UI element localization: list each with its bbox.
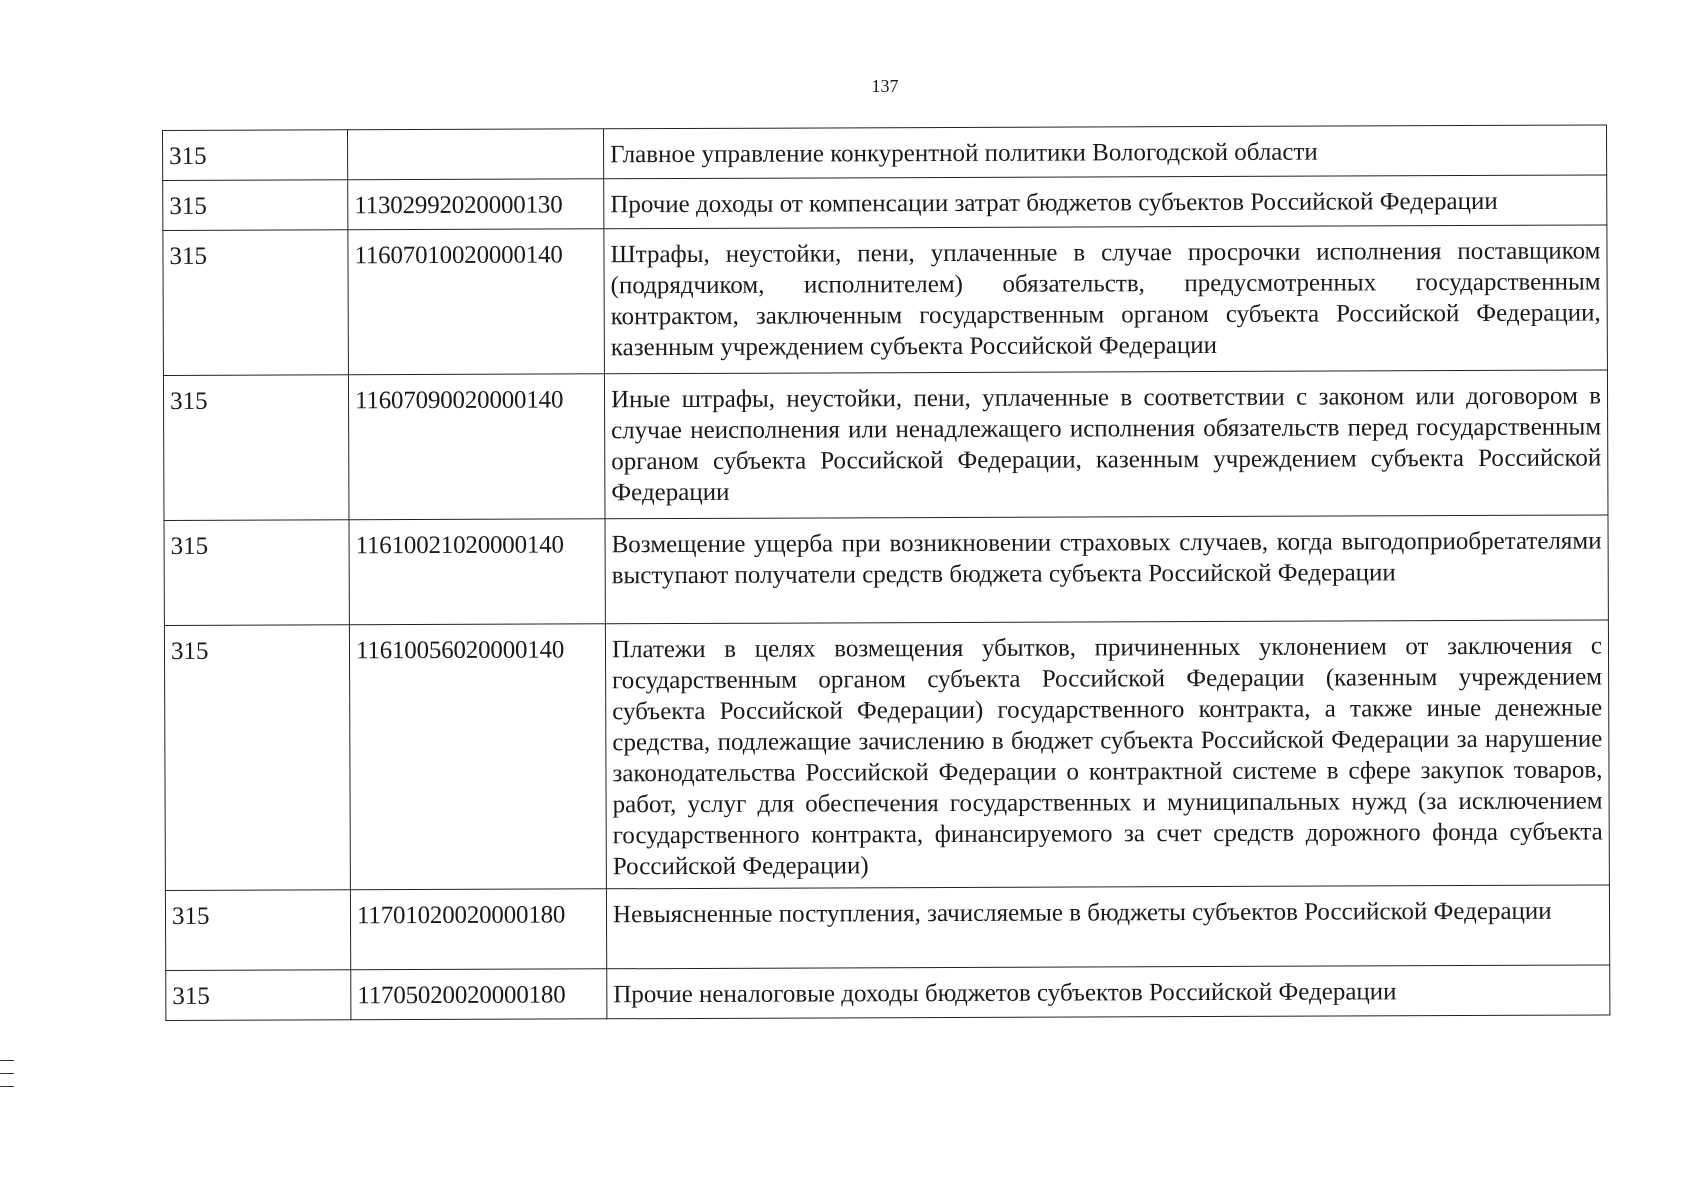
income-codes-table (162, 124, 1610, 1021)
description-cell: Невыясненные поступления, зачисляемые в бюджеты субъектов Российской Федерации (606, 885, 1609, 969)
margin-mark (0, 1086, 14, 1087)
description-cell: Штрафы, неустойки, пени, уплаченные в случае просрочки исполнения поставщиком (подрядчиком, исполнителем) обязательств, предусмотренных государственным контрактом, заключенным государственным органом субъекта Российской Федерации, казенным учреждением субъекта Российской Федерации (604, 225, 1608, 374)
description-cell: Платежи в целях возмещения убытков, причиненных уклонением от заключения с государственным органом субъекта Российской Федерации (казенным учреждением субъекта Российской Федерации) государственного контракта, а также иные денежные средства, подлежащие зачислению в бюджет субъекта Российской Федерации за нарушение законодательства Российской Федерации о контрактной системе в сфере закупок товаров, работ, услуг для обеспечения государственных и муниципальных нужд (за исключением государственного контракта, финансируемого за счет средств дорожного фонда субъекта Российской Федерации) (605, 620, 1609, 889)
description-cell: Прочие доходы от компенсации затрат бюджетов субъектов Российской Федерации (604, 175, 1607, 229)
page-number: 137 (871, 76, 899, 96)
admin-code-cell: 315 (164, 625, 350, 891)
income-code-cell: 11610056020000140 (349, 624, 606, 890)
income-code-cell: 11705020020000180 (351, 969, 607, 1020)
income-code-cell: 11610021020000140 (349, 519, 605, 625)
admin-code-cell: 315 (164, 520, 349, 626)
description-cell: Главное управление конкурентной политики Вологодской области (603, 125, 1606, 179)
admin-code-cell: 315 (165, 890, 350, 971)
admin-code-cell: 315 (163, 230, 349, 376)
table-row (166, 965, 1610, 1021)
income-code-cell: 11701020020000180 (350, 889, 606, 970)
table-row (163, 175, 1607, 231)
margin-mark (0, 1073, 14, 1074)
description-cell: Иные штрафы, неустойки, пени, уплаченные в соответствии с законом или договором в случае неисполнения или ненадлежащего исполнения обязательств перед государственным органом субъекта Российской Федерации, казенным учреждением субъекта Российской Федерации (604, 370, 1608, 519)
table-row (163, 370, 1608, 521)
table-row (164, 620, 1609, 891)
admin-code-cell: 315 (163, 130, 348, 181)
income-code-cell: 11607090020000140 (348, 374, 605, 520)
admin-code-cell: 315 (166, 970, 351, 1021)
income-code-cell (348, 129, 604, 180)
table-row (163, 225, 1608, 376)
income-code-cell: 11302992020000130 (348, 179, 604, 230)
admin-code-cell: 315 (163, 180, 348, 231)
admin-code-cell: 315 (163, 375, 349, 521)
table-row (163, 125, 1607, 181)
description-cell: Прочие неналоговые доходы бюджетов субъектов Российской Федерации (607, 965, 1610, 1019)
description-cell: Возмещение ущерба при возникновении страховых случаев, когда выгодоприобретателями выступают получатели средств бюджета субъекта Российской Федерации (605, 515, 1608, 624)
table-row (164, 515, 1608, 626)
income-code-cell: 11607010020000140 (348, 229, 605, 375)
binding-margin-marks (0, 1060, 14, 1099)
margin-mark (0, 1060, 14, 1061)
table-row (165, 885, 1609, 971)
